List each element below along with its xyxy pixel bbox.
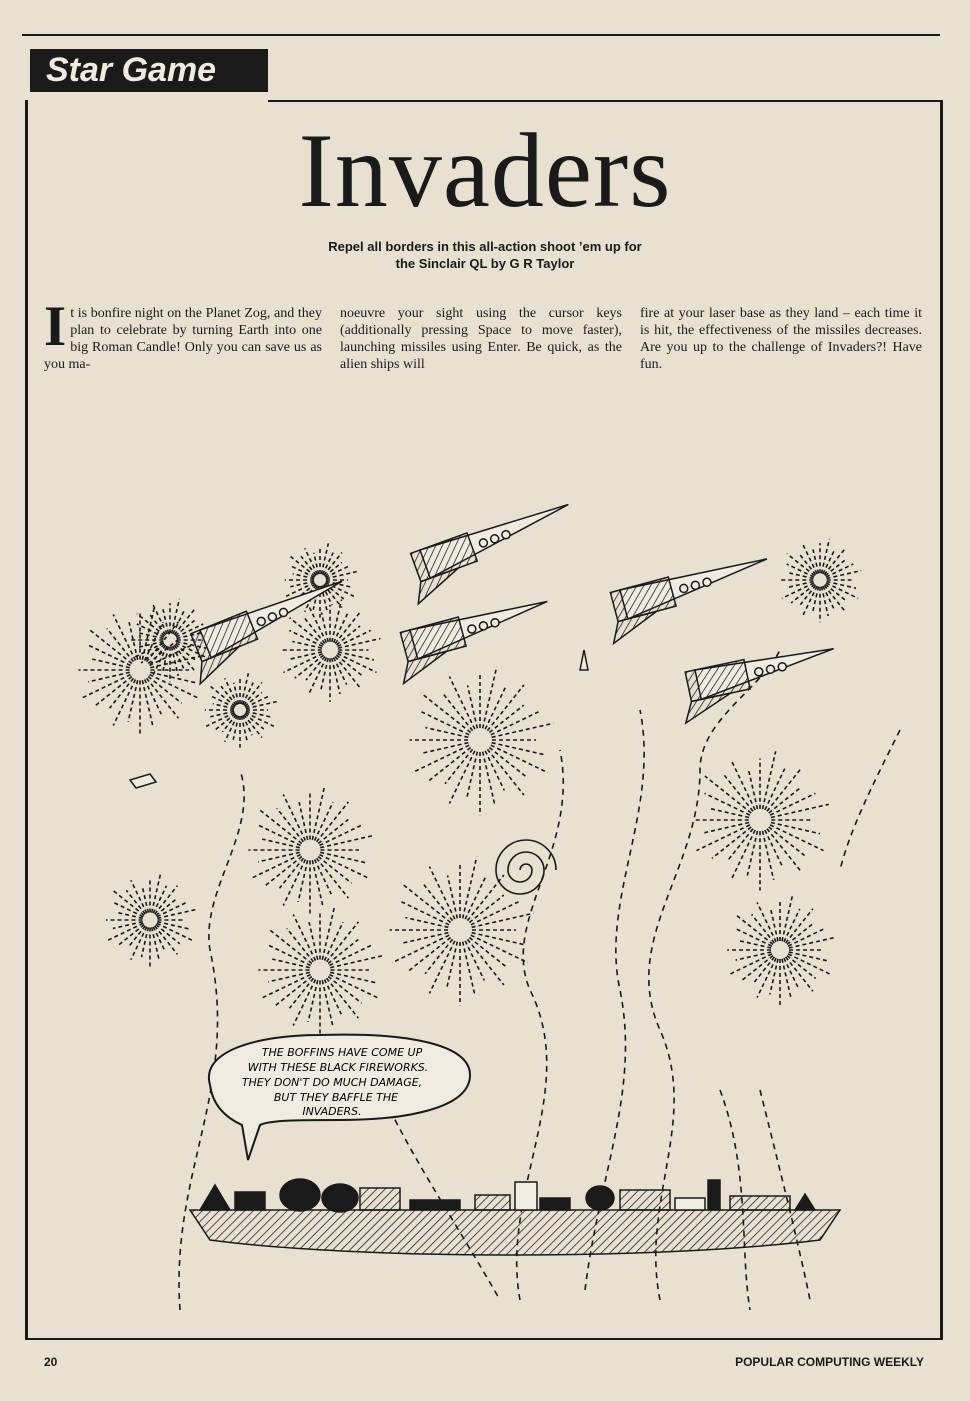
burst-ray — [724, 775, 753, 811]
burst-ray — [472, 913, 534, 927]
burst-ray — [327, 978, 359, 1018]
burst-ray — [244, 682, 262, 705]
burst-ray — [129, 622, 138, 660]
burst-ray — [241, 673, 248, 704]
burst-ray — [747, 831, 757, 876]
burst-ray — [295, 655, 324, 678]
frame-top-rule — [268, 100, 940, 102]
burst-ray — [225, 715, 238, 741]
burst-ray — [429, 867, 454, 920]
burst-ray — [748, 769, 757, 809]
burst-ray — [446, 942, 457, 990]
burst-ray — [309, 657, 326, 693]
burst-ray — [483, 667, 497, 729]
body-text-2: noeuvre your sight using the cursor keys (additionally pressing Space to move faster), launching missiles using Enter. Be quick, as the alien ships will — [340, 306, 622, 372]
burst-ray — [113, 922, 143, 929]
burst-ray — [765, 769, 785, 810]
fireworks-cartoon — [60, 470, 920, 1310]
burst-ray — [409, 937, 451, 970]
burst-ray — [425, 728, 468, 738]
section-label: Star Game — [46, 51, 217, 89]
burst-ray — [315, 859, 332, 894]
burst-ray — [116, 912, 143, 918]
burst-ray — [467, 939, 503, 985]
burst-ray — [328, 939, 358, 963]
magazine-name: POPULAR COMPUTING WEEKLY — [735, 1355, 924, 1369]
burst-ray — [791, 584, 815, 603]
burst-ray — [152, 874, 161, 913]
burst-ray — [157, 922, 190, 929]
burst-ray — [704, 823, 749, 833]
burst-ray — [118, 925, 144, 946]
burst-ray — [429, 747, 471, 780]
body-text-1: t is bonfire night on the Planet Zog, and they plan to celebrate by turning Earth into one big Roman Candle! Only you can save us as you ma- — [44, 306, 322, 372]
burst-ray — [421, 693, 470, 732]
missile — [130, 650, 588, 788]
burst-ray — [786, 957, 813, 991]
burst-ray — [246, 702, 277, 709]
burst-ray — [799, 553, 816, 574]
burst-ray — [770, 959, 778, 995]
ground-skyline — [190, 1179, 840, 1255]
burst-ray — [448, 875, 458, 918]
burst-ray — [335, 656, 360, 687]
burst-ray — [241, 716, 247, 742]
burst-ray — [337, 654, 376, 673]
burst-ray — [757, 902, 776, 941]
burst-ray — [290, 581, 314, 586]
burst-ray — [275, 977, 312, 1006]
burst-ray — [788, 929, 824, 946]
burst-ray — [487, 685, 523, 731]
burst-ray — [767, 768, 801, 811]
burst-ray — [262, 839, 300, 848]
burst-ray — [825, 584, 846, 601]
burst-ray — [317, 802, 349, 842]
burst-ray — [327, 922, 359, 962]
burst-ray — [736, 952, 772, 960]
burst-ray — [92, 659, 130, 668]
burst-ray — [325, 979, 342, 1014]
burst-ray — [279, 858, 303, 888]
drop-cap: I — [44, 295, 67, 358]
burst-ray — [272, 959, 310, 968]
top-rule — [22, 34, 940, 36]
burst-ray — [787, 582, 814, 588]
burst-ray — [324, 552, 342, 575]
burst-ray — [813, 549, 819, 573]
burst-ray — [465, 875, 486, 919]
burst-ray — [822, 539, 830, 574]
caption-line-1: THE BOFFINS HAVE COME UP — [261, 1046, 423, 1059]
burst-ray — [422, 882, 452, 920]
burst-ray — [318, 819, 348, 843]
burst-ray — [246, 711, 272, 717]
burst-ray — [727, 829, 753, 861]
burst-ray — [709, 808, 749, 817]
burst-ray — [289, 652, 322, 659]
burst-ray — [89, 629, 132, 663]
burst-ray — [95, 677, 132, 706]
burst-ray — [770, 825, 823, 851]
firework-bursts — [78, 539, 861, 1036]
burst-ray — [292, 641, 321, 648]
burst-ray — [787, 564, 814, 577]
burst-ray — [812, 587, 818, 614]
burst-ray — [429, 941, 454, 994]
burst-ray — [139, 633, 163, 639]
burst-ray — [259, 809, 302, 843]
burst-ray — [244, 715, 262, 738]
burst-ray — [283, 654, 322, 673]
article-title: Invaders — [298, 112, 672, 229]
burst-ray — [401, 883, 450, 922]
burst-ray — [305, 548, 318, 574]
page-number: 20 — [44, 1355, 58, 1369]
burst-ray — [421, 743, 469, 754]
burst-ray — [771, 909, 778, 941]
burst-ray — [487, 749, 523, 795]
burst-ray — [449, 751, 474, 804]
burst-ray — [291, 557, 316, 577]
burst-ray — [157, 910, 196, 919]
body-column-2 — [340, 305, 622, 373]
burst-ray — [211, 687, 236, 707]
standfirst-line-1: Repel all borders in this all-action shoot ’em up for — [328, 239, 642, 254]
burst-ray — [109, 678, 133, 708]
burst-ray — [137, 624, 164, 637]
burst-ray — [449, 677, 474, 730]
burst-ray — [769, 827, 805, 856]
burst-ray — [335, 612, 360, 643]
burst-ray — [696, 825, 749, 851]
burst-ray — [466, 752, 477, 800]
burst-ray — [463, 857, 477, 919]
burst-ray — [172, 647, 179, 676]
caption-line-2: WITH THESE BLACK FIREWORKS. — [247, 1061, 429, 1074]
caption-line-3: THEY DON'T DO MUCH DAMAGE, — [241, 1076, 423, 1089]
burst-ray — [163, 609, 169, 633]
burst-ray — [321, 612, 328, 641]
burst-ray — [705, 776, 751, 813]
burst-ray — [332, 658, 340, 694]
burst-ray — [757, 958, 776, 997]
burst-ray — [789, 573, 813, 579]
burst-ray — [401, 933, 449, 944]
burst-ray — [326, 572, 357, 579]
burst-ray — [492, 723, 554, 737]
burst-ray — [152, 927, 159, 960]
burst-ray — [210, 711, 234, 716]
burst-ray — [142, 927, 149, 957]
standfirst — [240, 238, 730, 272]
caption-line-4: BUT THEY BAFFLE THE — [273, 1091, 399, 1104]
burst-ray — [405, 918, 448, 928]
burst-ray — [147, 678, 179, 718]
burst-ray — [309, 922, 318, 960]
burst-ray — [113, 891, 144, 916]
burst-ray — [233, 716, 238, 740]
burst-ray — [787, 956, 816, 979]
burst-ray — [712, 827, 751, 858]
burst-ray — [736, 915, 773, 945]
burst-ray — [317, 858, 349, 898]
burst-ray — [786, 909, 813, 943]
speech-bubble — [209, 1035, 470, 1160]
burst-ray — [752, 914, 775, 943]
burst-ray — [265, 857, 302, 886]
burst-ray — [826, 564, 853, 577]
burst-ray — [736, 929, 772, 946]
caption-line-5: INVADERS. — [302, 1105, 362, 1118]
burst-ray — [269, 929, 312, 963]
burst-ray — [321, 658, 328, 691]
burst-ray — [739, 941, 771, 948]
burst-ray — [289, 978, 313, 1008]
burst-ray — [309, 606, 326, 642]
burst-ray — [767, 829, 801, 872]
burst-ray — [769, 787, 801, 813]
burst-ray — [822, 587, 829, 616]
body-text-3: fire at your laser base as they land – each time it is hit, the effectiveness of the missiles decreases. Are you up to the challenge of Invaders?! Have fun. — [640, 306, 922, 372]
burst-ray — [468, 685, 478, 728]
burst-ray — [442, 692, 472, 730]
burst-ray — [299, 802, 308, 840]
burst-ray — [827, 571, 862, 579]
standfirst-line-2: the Sinclair QL by G R Taylor — [395, 256, 575, 271]
burst-ray — [469, 937, 507, 967]
burst-ray — [742, 956, 773, 981]
burst-ray — [145, 679, 162, 714]
body-column-3 — [640, 305, 922, 373]
invader-rockets — [181, 497, 842, 723]
burst-ray — [489, 747, 527, 777]
burst-ray — [321, 543, 328, 574]
section-tag — [30, 49, 268, 92]
burst-ray — [142, 886, 148, 913]
body-column-1 — [44, 295, 322, 373]
burst-ray — [827, 582, 856, 589]
burst-ray — [338, 652, 374, 660]
burst-ray — [485, 685, 506, 729]
burst-ray — [225, 678, 238, 704]
